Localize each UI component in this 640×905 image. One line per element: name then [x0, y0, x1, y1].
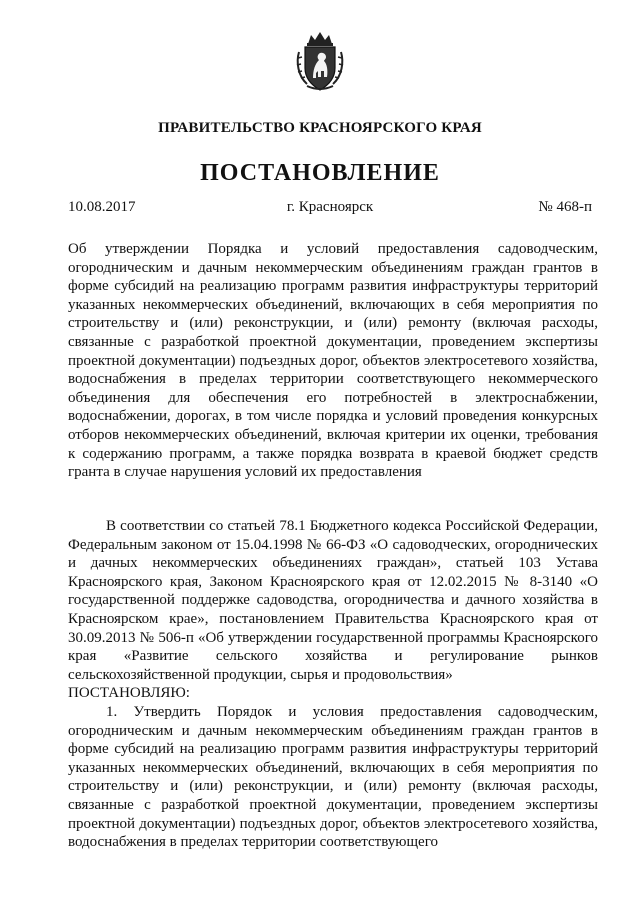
body-decree-word: ПОСТАНОВЛЯЮ:: [68, 685, 190, 702]
document-body: [68, 517, 598, 852]
document-meta-row: [68, 199, 592, 219]
coat-of-arms-icon: [293, 30, 347, 92]
body-item-1: 1. Утвердить Порядок и условия предоставления садоводческим, огородническим и дачным некоммерческим объединениям граждан грантов в форме субсидий на реализацию программ развития инфраструктуры территорий указанных некоммерческих объединений, включающих в себя мероприятия по строительству и (или) реконструкции, и (или) ремонту (включая расходы, связанные с разработкой проектной документации, проведением экспертизы проектной документации) подъездных дорог, объектов электросетевого хозяйства, водоснабжения в пределах территории соответствующего: [68, 703, 598, 851]
document-number: № 468-п: [538, 199, 592, 215]
government-title: ПРАВИТЕЛЬСТВО КРАСНОЯРСКОГО КРАЯ: [158, 120, 482, 136]
document-subject: Об утверждении Порядка и условий предоставления садоводческим, огородническим и дачным некоммерческим объединениям граждан грантов в форме субсидий на реализацию программ развития инфраструктуры территорий указанных некоммерческих объединений, включающих в себя мероприятия по строительству и (или) реконструкции, и (или) ремонту (включая расходы, связанные с разработкой проектной документации, проведением экспертизы проектной документации) подъездных дорог, объектов электросетевого хозяйства, водоснабжения в пределах территории соответствующего некоммерческого объединения для обеспечения его потребностей в электроснабжении, водоснабжении, дорогах, в том числе порядка и условий проведения конкурсных отборов некоммерческих объединений, включая критерии их оценки, требования к содержанию программ, а также порядка возврата в краевой бюджет средств гранта в случае нарушения условий их предоставления: [68, 241, 598, 481]
document-type-title: ПОСТАНОВЛЕНИЕ: [200, 160, 440, 186]
body-preamble: В соответствии со статьей 78.1 Бюджетного кодекса Российской Федерации, Федеральным законом от 15.04.1998 № 66-ФЗ «О садоводческих, огороднических и дачных некоммерческих объединениях граждан», статьей 103 Устава Красноярского края, Законом Красноярского края от 12.02.2015 № 8-3140 «О государственной поддержке садоводства, огородничества и дачного хозяйства в Красноярском крае», постановлением Правительства Красноярского края от 30.09.2013 № 506-п «Об утверждении государственной программы Красноярского края «Развитие сельского хозяйства и регулирование рынков сельскохозяйственной продукции, сырья и продовольствия»: [68, 518, 598, 683]
document-city: г. Красноярск: [286, 199, 374, 215]
document-date: 10.08.2017: [68, 199, 136, 215]
